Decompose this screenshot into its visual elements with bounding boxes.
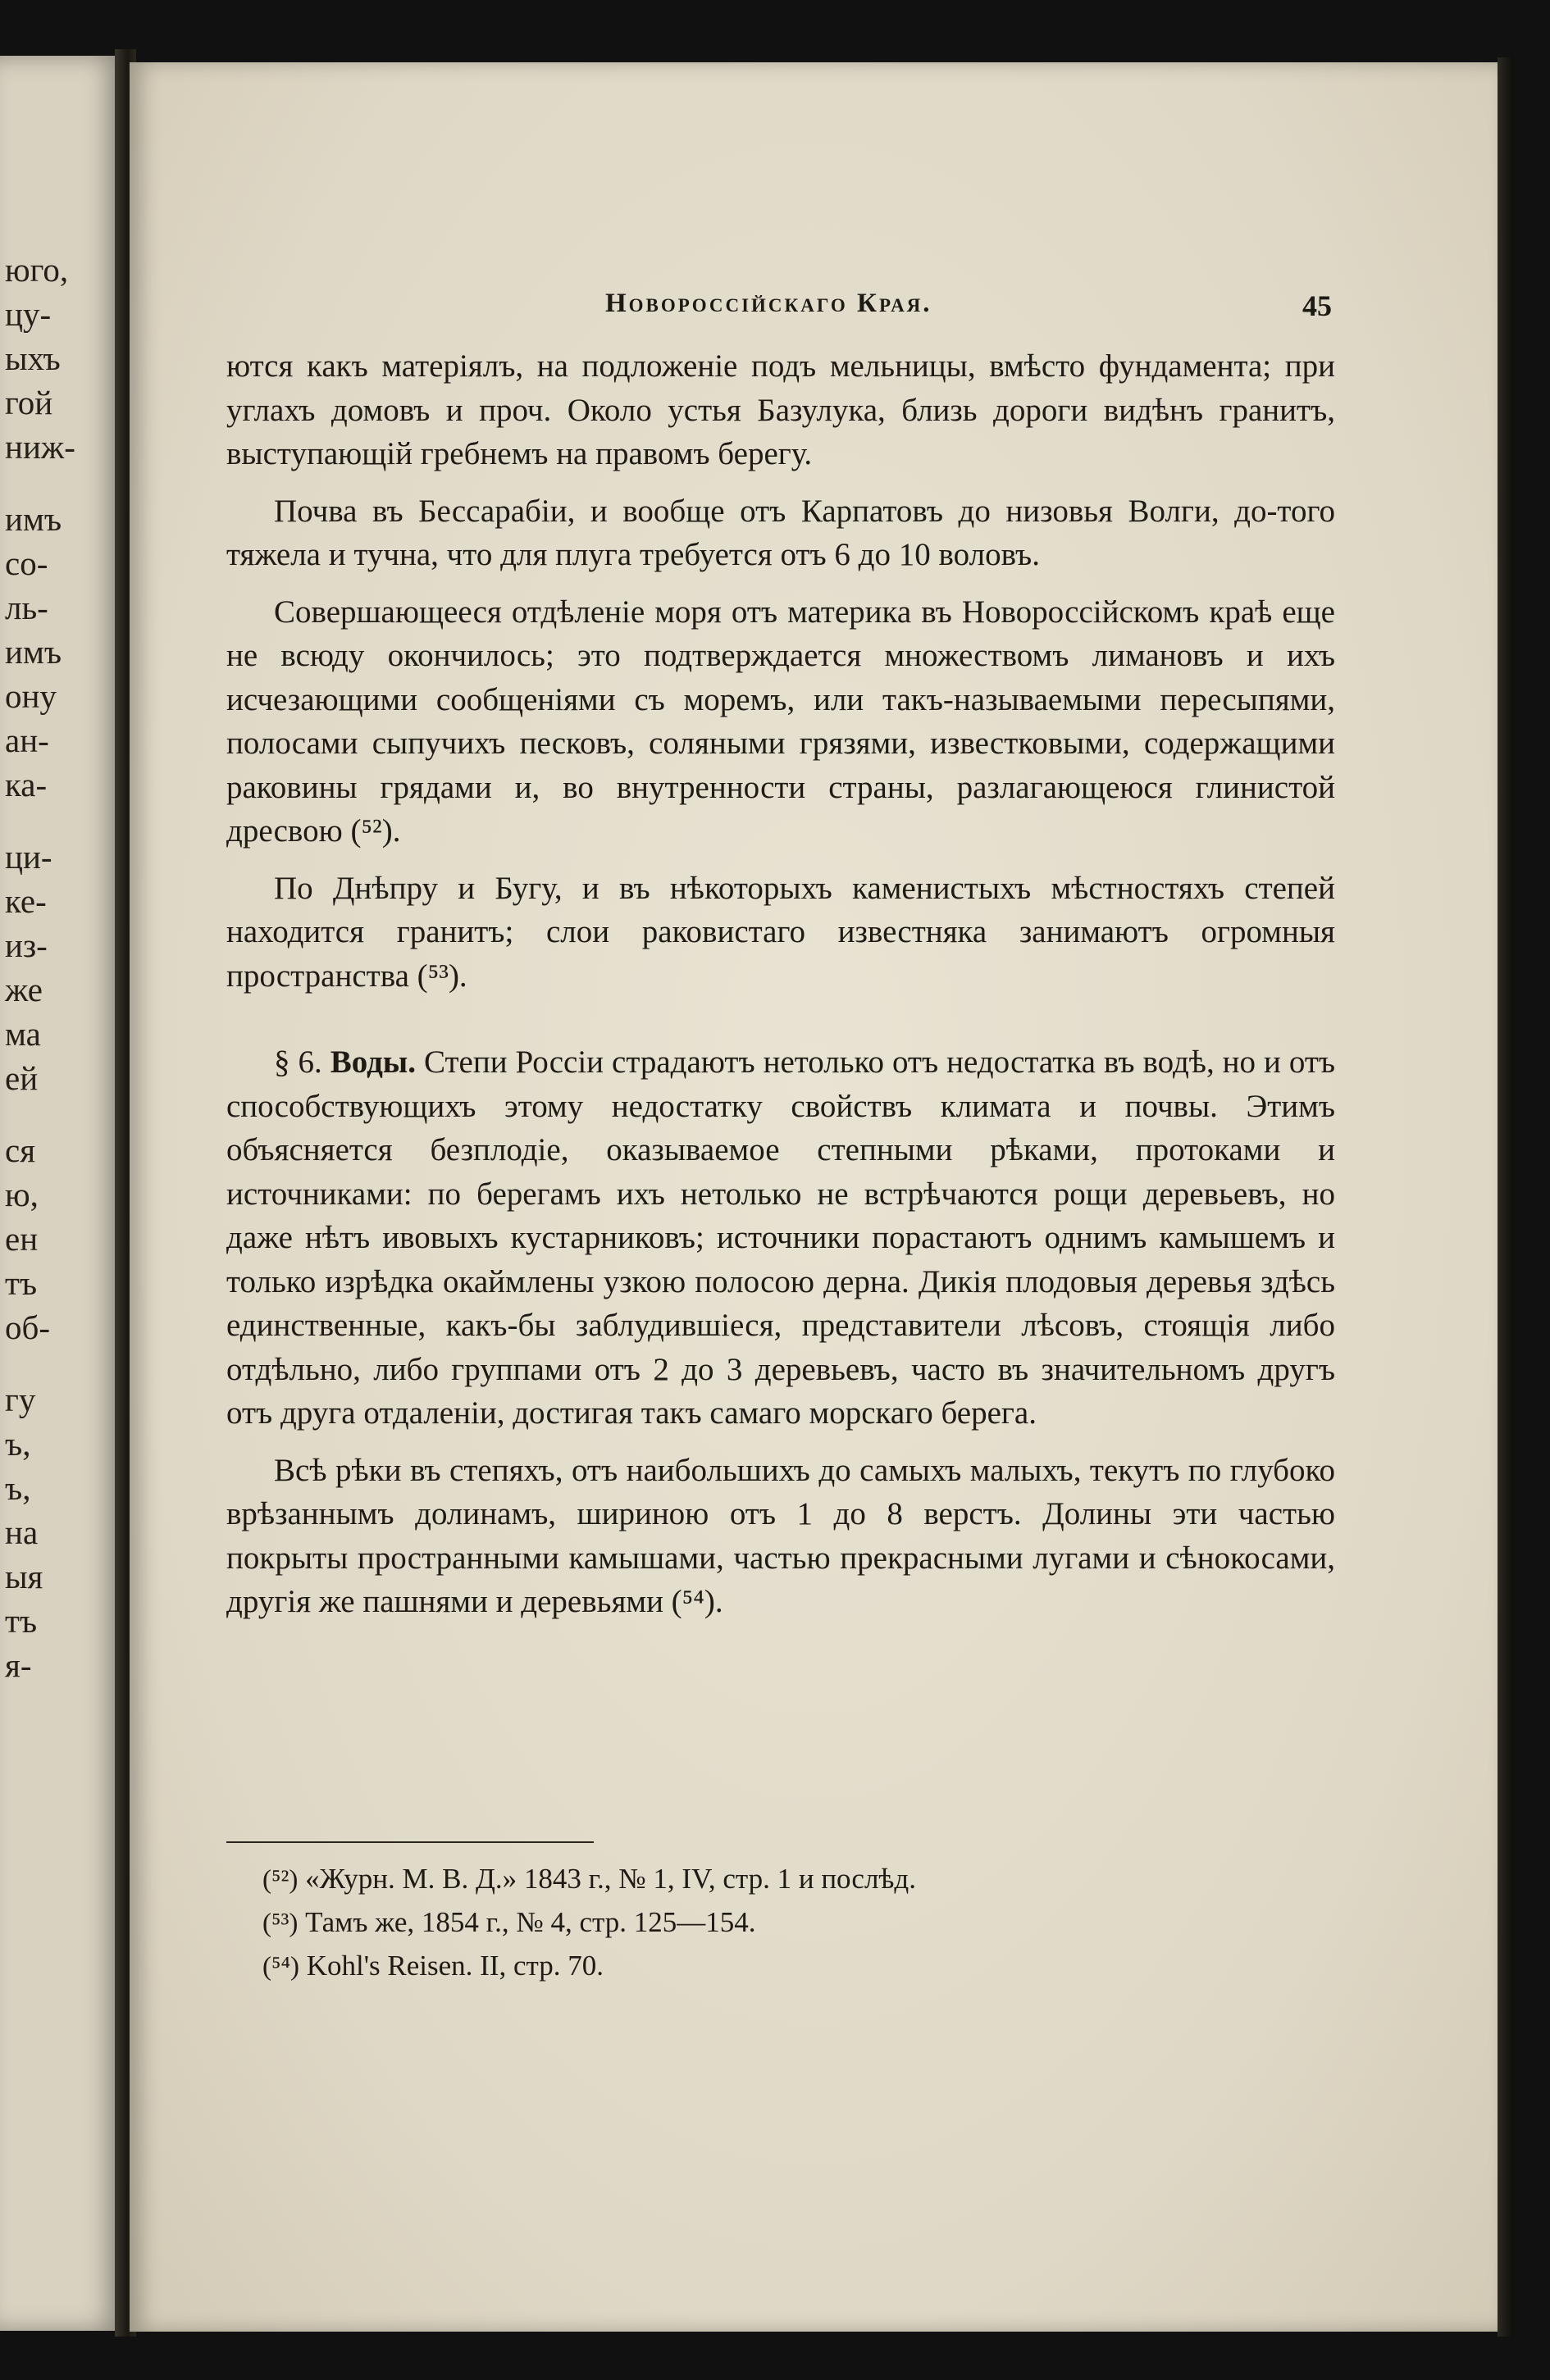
left-page-fragment: тъ xyxy=(5,1602,38,1640)
left-page-fragment: гу xyxy=(5,1381,36,1418)
left-page xyxy=(0,56,123,2331)
right-page-edge xyxy=(1498,57,1514,2337)
paragraph-4: По Днѣпру и Бугу, и въ нѣкоторыхъ каменистыхъ мѣстностяхъ степей находится гранитъ; слои раковистаго известняка занимаютъ огромныя пространства (⁵³). xyxy=(226,870,1335,994)
right-page xyxy=(130,62,1498,2332)
left-page-fragment: ъ, xyxy=(5,1425,31,1463)
footnote-mark: (⁵³) xyxy=(262,1909,299,1938)
paragraph-1: ются какъ матеріялъ, на подложеніе подъ мельницы, вмѣсто фундамента; при углахъ домовъ и проч. Около устья Базулука, близь дороги видѣнъ гранитъ, выступающій гребнемъ на правомъ берегу. xyxy=(226,348,1335,471)
left-page-fragment: ке- xyxy=(5,882,47,920)
left-page-fragment: же xyxy=(5,971,43,1008)
page-number: 45 xyxy=(1302,289,1332,322)
footnote-mark: (⁵²) xyxy=(262,1865,299,1895)
left-page-fragment: из- xyxy=(5,926,48,964)
left-page-fragment: ан- xyxy=(5,721,49,759)
body-text xyxy=(226,344,1335,1624)
footnote-52 xyxy=(262,1858,1329,1901)
left-page-fragment: ыя xyxy=(5,1558,43,1595)
section-number: § 6. xyxy=(274,1044,322,1080)
left-page-fragment: ей xyxy=(5,1059,39,1097)
footnote-text: «Журн. М. В. Д.» 1843 г., № 1, IV, стр. 1 и послѣд. xyxy=(305,1863,916,1895)
left-page-fragment: юго, xyxy=(5,251,69,289)
left-page-fragment: на xyxy=(5,1513,39,1551)
left-page-fragment: ма xyxy=(5,1015,41,1053)
left-page-fragment: ка- xyxy=(5,766,48,803)
left-page-fragment: имъ xyxy=(5,500,62,538)
left-page-fragment: цу- xyxy=(5,295,52,333)
left-page-fragment: ци- xyxy=(5,838,52,876)
left-page-fragment: ю, xyxy=(5,1176,39,1213)
paragraph-6: Всѣ рѣки въ степяхъ, отъ наибольшихъ до самыхъ малыхъ, текутъ по глубоко врѣзаннымъ долинамъ, шириною отъ 1 до 8 верстъ. Долины эти частью покрыты пространными камышами, частью прекрасными лугами и сѣнокосами, другія же пашнями и деревьями (⁵⁴). xyxy=(226,1452,1335,1619)
left-page-fragment: об- xyxy=(5,1308,51,1346)
footnote-divider xyxy=(226,1841,594,1843)
footnote-54 xyxy=(262,1945,1329,1988)
left-page-fragment: ся xyxy=(5,1131,36,1169)
section-text: Степи Россіи страдаютъ нетолько отъ недостатка въ водѣ, но и отъ способствующихъ этому недостатку свойствъ климата и почвы. Этимъ объясняется безплодіе, оказываемое степными рѣками, протоками и источниками: по берегамъ ихъ нетолько не встрѣчаются рощи деревьевъ, но даже нѣтъ ивовыхъ кустарниковъ; источники порастаютъ однимъ камышемъ и только изрѣдка окаймлены узкою полосою дерна. Дикія плодовыя деревья здѣсь единственные, какъ-бы заблудившіеся, представители лѣсовъ, стоящія либо отдѣльно, либо группами отъ 2 до 3 деревьевъ, часто въ значительномъ другъ отъ друга отдаленіи, достигая такъ самаго морскаго берега. xyxy=(226,1044,1336,1431)
footnotes xyxy=(262,1858,1329,1988)
left-page-fragment: ону xyxy=(5,677,57,715)
footnote-text: Kohl's Reisen. II, стр. 70. xyxy=(306,1950,604,1982)
left-page-fragment: ниж- xyxy=(5,428,75,466)
paragraph-3: Совершающееся отдѣленіе моря отъ материка въ Новороссійскомъ краѣ еще не всюду окончилось; это подтверждается множествомъ лимановъ и ихъ исчезающими сообщеніями съ моремъ, или такъ-называемыми пересыпями, полосами сыпучихъ песковъ, соляными грязями, известковыми, содержащими раковины грядами и, во внутренности страны, разлагающеюся глинистой дресвою (⁵²). xyxy=(226,594,1335,849)
section-title: Воды. xyxy=(330,1044,417,1080)
left-page-fragment: имъ xyxy=(5,633,62,671)
left-page-fragment: ль- xyxy=(5,589,48,626)
left-page-fragment: гой xyxy=(5,384,53,421)
footnote-53 xyxy=(262,1901,1329,1945)
left-page-fragment: ъ, xyxy=(5,1469,31,1507)
left-page-fragment: со- xyxy=(5,544,48,582)
left-page-fragment: ыхъ xyxy=(5,339,61,377)
paragraph-2: Почва въ Бессарабіи, и вообще отъ Карпатовъ до низовья Волги, до-того тяжела и тучна, что для плуга требуется отъ 6 до 10 воловъ. xyxy=(226,493,1335,572)
section-paragraph xyxy=(226,1040,1335,1436)
left-page-fragment: я- xyxy=(5,1646,32,1684)
left-page-fragment: тъ xyxy=(5,1264,38,1302)
left-page-fragment: ен xyxy=(5,1220,39,1258)
running-title: Новороссійскаго Края. xyxy=(605,289,932,318)
footnote-mark: (⁵⁴) xyxy=(262,1952,299,1982)
footnote-text: Тамъ же, 1854 г., № 4, стр. 125—154. xyxy=(305,1906,756,1938)
